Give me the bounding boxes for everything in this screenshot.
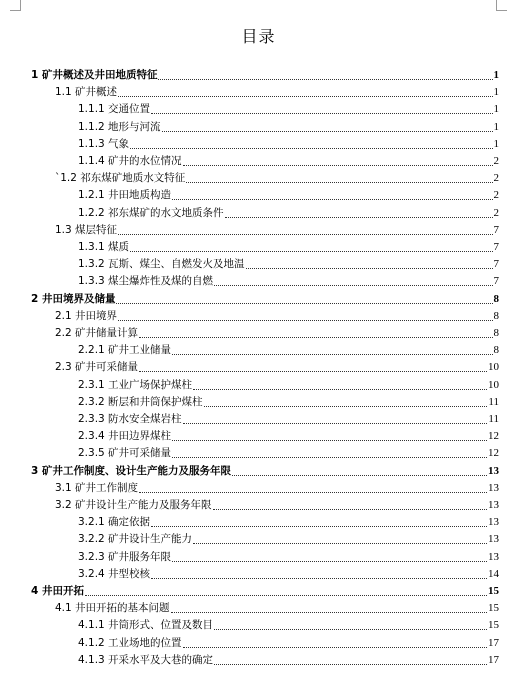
toc-dot-leader [158, 79, 492, 80]
toc-dot-leader [118, 234, 492, 235]
toc-entry-level-2[interactable] [55, 359, 499, 376]
toc-entry-label: 3.2.3 矿井服务年限 [78, 550, 172, 563]
toc-dot-leader [172, 561, 487, 562]
toc-entry-label: 1.3 煤层特征 [55, 223, 118, 236]
toc-entry-label: 4.1.2 工业场地的位置 [78, 636, 182, 649]
toc-entry-label: 1.1.4 矿井的水位情况 [78, 155, 182, 167]
toc-entry-page-number: 1 [493, 103, 499, 116]
toc-dot-leader [151, 578, 487, 579]
toc-entry-page-number: 2 [493, 155, 499, 167]
toc-entry-level-2[interactable] [55, 308, 499, 325]
toc-entry-level-2[interactable] [55, 170, 499, 187]
toc-entry-page-number: 12 [488, 430, 499, 443]
toc-entry-label: 1 矿井概述及井田地质特征 [31, 69, 158, 81]
toc-entry-label: 2.1 井田境界 [55, 309, 118, 322]
toc-dot-leader [232, 475, 487, 476]
toc-entry-level-3[interactable] [78, 377, 499, 394]
toc-entry-level-3[interactable] [78, 187, 499, 204]
toc-dot-leader [214, 629, 487, 630]
toc-entry-label: 3.2.4 井型校核 [78, 567, 151, 580]
toc-entry-level-3[interactable] [78, 205, 499, 222]
toc-entry-label: 2.3.5 矿井可采储量 [78, 447, 172, 460]
margin-mark-top-right [496, 0, 507, 11]
toc-entry-label: 1.1.3 气象 [78, 137, 130, 150]
toc-entry-label: 4.1.3 开采水平及大巷的确定 [78, 653, 214, 666]
toc-entry-page-number: 11 [488, 395, 499, 408]
toc-dot-leader [139, 492, 487, 493]
toc-dot-leader [172, 199, 492, 200]
toc-dot-leader [172, 440, 487, 441]
toc-dot-leader [213, 509, 487, 510]
toc-dot-leader [186, 182, 492, 183]
toc-dot-leader [116, 303, 492, 304]
toc-entry-page-number: 13 [488, 550, 499, 563]
toc-dot-leader [162, 131, 493, 132]
toc-entry-page-number: 15 [488, 619, 499, 632]
toc-entry-page-number: 14 [488, 567, 499, 580]
toc-entry-page-number: 10 [488, 378, 499, 391]
toc-entry-label: 1.2.2 祁东煤矿的水文地质条件 [78, 206, 224, 219]
toc-entry-level-3[interactable] [78, 136, 499, 153]
toc-entry-label: 2 井田境界及储量 [31, 292, 116, 305]
toc-entry-level-3[interactable] [78, 617, 499, 634]
toc-entry-page-number: 8 [493, 309, 499, 322]
toc-entry-level-3[interactable] [78, 531, 499, 548]
toc-entry-level-2[interactable] [55, 480, 499, 497]
toc-entry-label: 2.3.2 断层和井筒保护煤柱 [78, 395, 203, 408]
toc-entry-level-3[interactable] [78, 101, 499, 118]
toc-entry-label: 3.2.1 确定依据 [78, 516, 151, 529]
toc-entry-page-number: 2 [493, 206, 499, 219]
toc-entry-page-number: 7 [493, 275, 499, 288]
toc-dot-leader [183, 647, 487, 648]
toc-entry-page-number: 10 [488, 361, 499, 374]
toc-entry-label: 2.3.3 防水安全煤岩柱 [78, 413, 182, 425]
toc-entry-level-2[interactable] [55, 84, 499, 101]
toc-entry-label: 3 矿井工作制度、设计生产能力及服务年限 [31, 464, 231, 477]
toc-dot-leader [118, 96, 492, 97]
toc-dot-leader [139, 337, 492, 338]
toc-entry-level-2[interactable] [55, 222, 499, 239]
toc-dot-leader [193, 389, 487, 390]
toc-dot-leader [85, 595, 487, 596]
toc-entry-level-3[interactable] [78, 119, 499, 136]
toc-dot-leader [214, 664, 487, 665]
toc-entry-level-3[interactable] [78, 635, 499, 652]
toc-entry-label: 3.2 矿井设计生产能力及服务年限 [55, 499, 212, 511]
toc-entry-page-number: 13 [488, 499, 499, 511]
toc-entry-page-number: 15 [488, 602, 499, 615]
toc-entry-level-3[interactable] [78, 256, 499, 273]
toc-dot-leader [225, 217, 493, 218]
toc-entry-label: `1.2 祁东煤矿地质水文特征 [55, 172, 186, 185]
toc-entry-page-number: 11 [488, 413, 499, 425]
toc-entry-level-1[interactable] [31, 463, 499, 480]
toc-entry-page-number: 1 [493, 86, 499, 99]
toc-entry-label: 2.2.1 矿井工业储量 [78, 344, 172, 357]
toc-dot-leader [172, 354, 492, 355]
toc-dot-leader [130, 148, 492, 149]
toc-entry-label: 3.2.2 矿井设计生产能力 [78, 533, 193, 546]
toc-entry-page-number: 1 [493, 69, 499, 81]
toc-entry-page-number: 13 [488, 516, 499, 529]
toc-entry-page-number: 7 [493, 241, 499, 253]
toc-dot-leader [193, 543, 487, 544]
toc-entry-label: 4.1.1 井筒形式、位置及数目 [78, 619, 214, 632]
toc-entry-label: 1.1 矿井概述 [55, 86, 118, 99]
toc-entry-label: 1.3.3 煤尘爆炸性及煤的自燃 [78, 275, 214, 288]
toc-entry-page-number: 12 [488, 447, 499, 460]
toc-entry-page-number: 7 [493, 223, 499, 236]
toc-entry-level-1[interactable] [31, 583, 499, 600]
toc-entry-label: 2.3.1 工业广场保护煤柱 [78, 378, 193, 391]
toc-entry-level-3[interactable] [78, 153, 499, 170]
toc-dot-leader [171, 612, 487, 613]
toc-entry-level-3[interactable] [78, 394, 499, 411]
toc-entry-level-3[interactable] [78, 652, 499, 669]
toc-dot-leader [246, 268, 493, 269]
toc-dot-leader [204, 406, 488, 407]
toc-dot-leader [130, 251, 492, 252]
toc-entry-level-1[interactable] [31, 67, 499, 84]
toc-entry-page-number: 2 [493, 172, 499, 185]
toc-entry-level-1[interactable] [31, 291, 499, 308]
toc-dot-leader [118, 320, 492, 321]
toc-entry-page-number: 17 [488, 636, 499, 649]
toc-entry-label: 1.1.1 交通位置 [78, 103, 151, 116]
toc-entry-page-number: 8 [493, 292, 499, 305]
toc-dot-leader [139, 371, 487, 372]
toc-entry-label: 2.3.4 井田边界煤柱 [78, 430, 172, 443]
toc-entry-level-3[interactable] [78, 566, 499, 583]
toc-dot-leader [183, 165, 493, 166]
toc-entry-label: 4.1 井田开拓的基本问题 [55, 602, 170, 615]
toc-entry-page-number: 1 [493, 120, 499, 133]
toc-dot-leader [172, 457, 487, 458]
toc-entry-label: 2.3 矿井可采储量 [55, 361, 139, 374]
toc-entry-page-number: 15 [488, 585, 499, 597]
toc-entry-page-number: 13 [488, 464, 499, 477]
margin-mark-top-left [10, 0, 21, 11]
toc-entry-level-3[interactable] [78, 514, 499, 531]
toc-entry-level-2[interactable] [55, 497, 499, 514]
toc-entry-level-3[interactable] [78, 549, 499, 566]
toc-entry-level-3[interactable] [78, 411, 499, 428]
toc-entry-page-number: 17 [488, 653, 499, 666]
toc-entry-page-number: 7 [493, 258, 499, 271]
toc-dot-leader [151, 526, 487, 527]
toc-entry-level-3[interactable] [78, 239, 499, 256]
toc-entry-label: 1.1.2 地形与河流 [78, 120, 161, 133]
toc-dot-leader [183, 423, 488, 424]
toc-entry-level-3[interactable] [78, 342, 499, 359]
toc-entry-label: 1.3.2 瓦斯、煤尘、自燃发火及地温 [78, 258, 245, 271]
toc-entry-page-number: 1 [493, 137, 499, 150]
toc-entry-page-number: 2 [493, 189, 499, 202]
toc-entry-label: 3.1 矿井工作制度 [55, 481, 139, 494]
toc-entry-label: 1.2.1 井田地质构造 [78, 189, 172, 202]
toc-entry-label: 1.3.1 煤质 [78, 241, 130, 253]
toc-entry-label: 4 井田开拓 [31, 585, 84, 597]
toc-entry-level-3[interactable] [78, 428, 499, 445]
toc-entry-level-3[interactable] [78, 273, 499, 290]
toc-entry-level-2[interactable] [55, 600, 499, 617]
toc-entry-level-2[interactable] [55, 325, 499, 342]
document-title: 目录 [241, 27, 276, 46]
toc-entry-label: 2.2 矿井储量计算 [55, 327, 139, 339]
toc-dot-leader [214, 285, 492, 286]
toc-entry-level-3[interactable] [78, 445, 499, 462]
toc-entry-page-number: 13 [488, 533, 499, 546]
toc-dot-leader [151, 113, 492, 114]
toc-entry-page-number: 13 [488, 481, 499, 494]
toc-entry-page-number: 8 [493, 344, 499, 357]
toc-entry-page-number: 8 [493, 327, 499, 339]
